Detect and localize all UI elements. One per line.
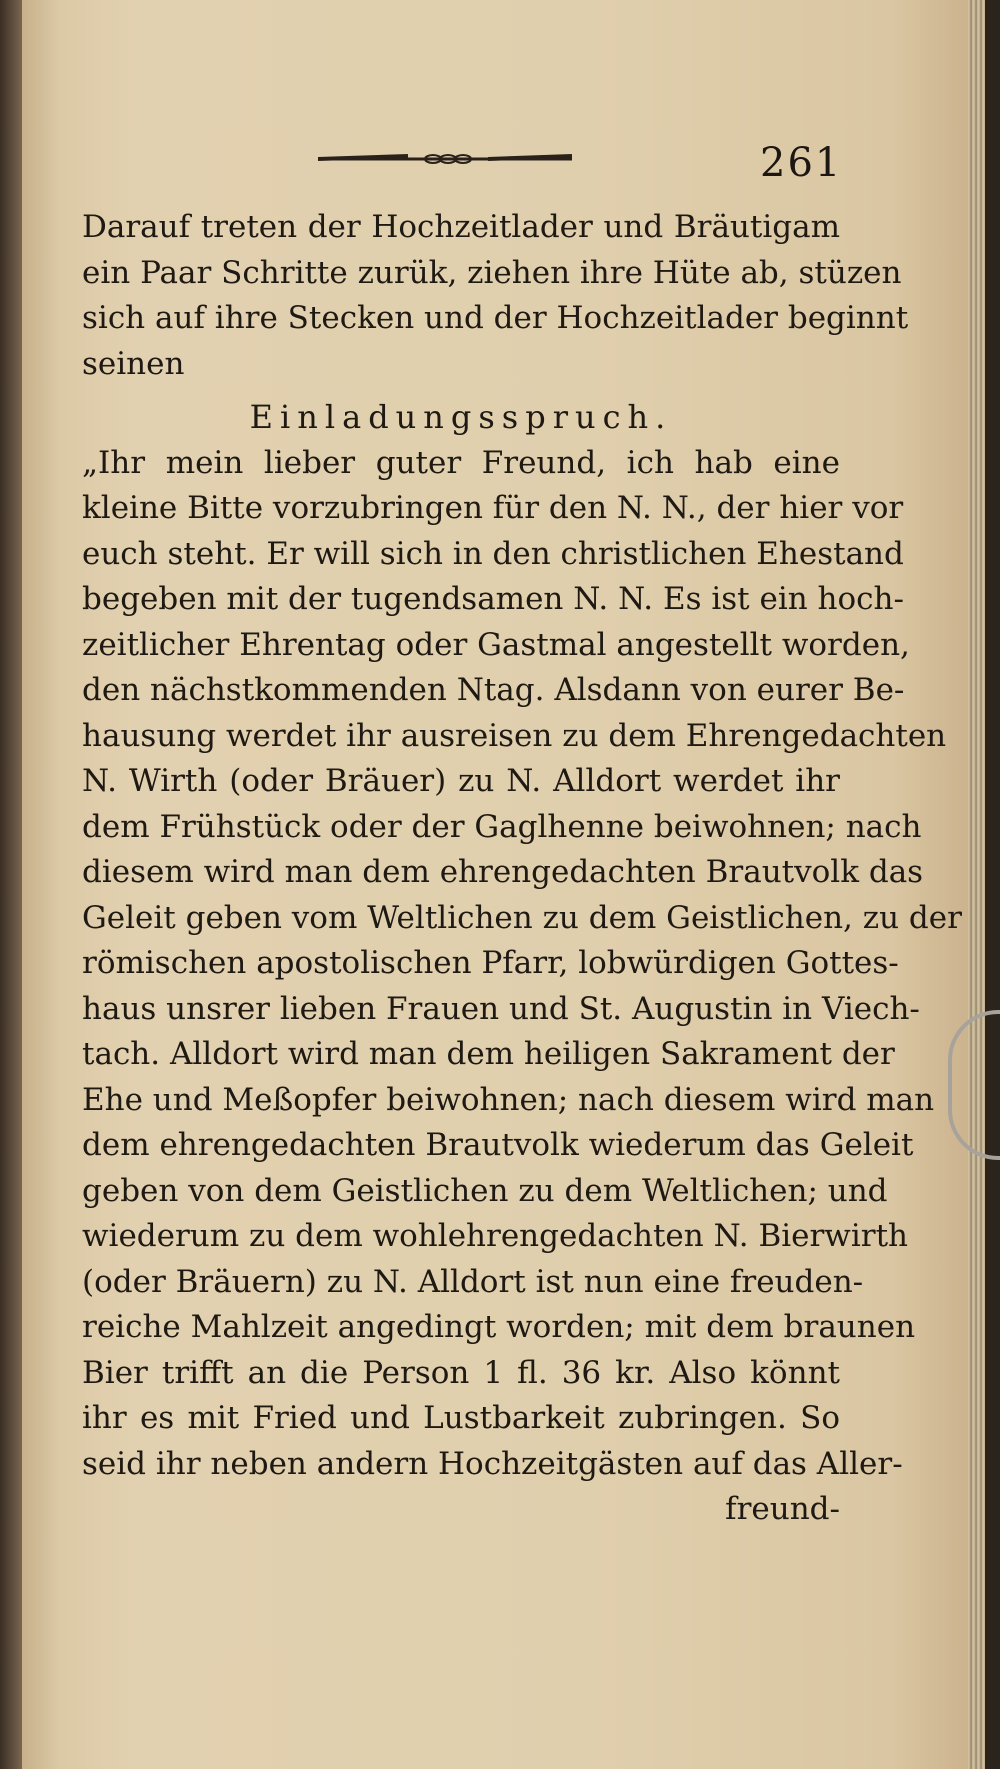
intro-line: ein Paar Schritte zurük, ziehen ihre Hüte ab, stüzen: [82, 254, 902, 291]
body-line: diesem wird man dem ehrengedachten Brautvolk das: [82, 854, 924, 890]
page-text: [82, 205, 962, 1533]
body-line: „Ihr mein lieber guter Freund, ich hab eine: [82, 444, 840, 481]
body-line: N. Wirth (oder Bräuer) zu N. Alldort werdet ihr: [82, 763, 840, 799]
intro-line: Darauf treten der Hochzeitlader und Bräutigam: [82, 209, 840, 245]
body-line: Geleit geben vom Weltlichen zu dem Geistlichen, zu der: [82, 899, 962, 936]
page-number: 261: [760, 140, 843, 186]
body-line: seid ihr neben andern Hochzeitgästen auf das Aller-: [82, 1445, 903, 1482]
body-line: wiederum zu dem wohlehrengedachten N. Bierwirth: [82, 1218, 908, 1254]
body-line: dem Frühstück oder der Gaglhenne beiwohnen; nach: [82, 808, 922, 845]
intro-line: sich auf ihre Stecken und der Hochzeitlader beginnt: [82, 300, 909, 336]
catchword: freund-: [725, 1491, 840, 1527]
decorative-rule: [318, 153, 572, 165]
body-line: den nächstkommenden Ntag. Alsdann von eurer Be-: [82, 672, 905, 708]
body-line: Ehe und Meßopfer beiwohnen; nach diesem wird man: [82, 1081, 935, 1118]
body-line: hausung werdet ihr ausreisen zu dem Ehrengedachten: [82, 717, 947, 754]
book-cover-edge: [985, 0, 1000, 1769]
body-line: Bier trifft an die Person 1 fl. 36 kr. Also könnt: [82, 1354, 840, 1391]
book-page: [22, 0, 968, 1769]
page-gutter-shadow: [0, 0, 22, 1769]
body-line: dem ehrengedachten Brautvolk wiederum das Geleit: [82, 1127, 914, 1163]
body-line: tach. Alldort wird man dem heiligen Sakrament der: [82, 1036, 895, 1072]
body-line: haus unsrer lieben Frauen und St. Augustin in Viech-: [82, 990, 920, 1027]
body-line: euch steht. Er will sich in den christlichen Ehestand: [82, 535, 904, 572]
body-line: geben von dem Geistlichen zu dem Weltlichen; und: [82, 1172, 888, 1209]
body-line: reiche Mahlzeit angedingt worden; mit dem braunen: [82, 1309, 916, 1345]
body-line: römischen apostolischen Pfarr, lobwürdigen Gottes-: [82, 945, 899, 981]
section-heading: Einladungsspruch.: [249, 398, 673, 436]
body-line: ihr es mit Fried und Lustbarkeit zubringen. So: [82, 1400, 840, 1436]
body-line: begeben mit der tugendsamen N. N. Es ist ein hoch-: [82, 581, 904, 617]
body-line: zeitlicher Ehrentag oder Gastmal angestellt worden,: [82, 626, 910, 663]
intro-line: seinen: [82, 345, 185, 382]
body-line: (oder Bräuern) zu N. Alldort ist nun eine freuden-: [82, 1263, 864, 1300]
body-line: kleine Bitte vorzubringen für den N. N., der hier vor: [82, 490, 904, 526]
clip-mark: [948, 1010, 1000, 1160]
